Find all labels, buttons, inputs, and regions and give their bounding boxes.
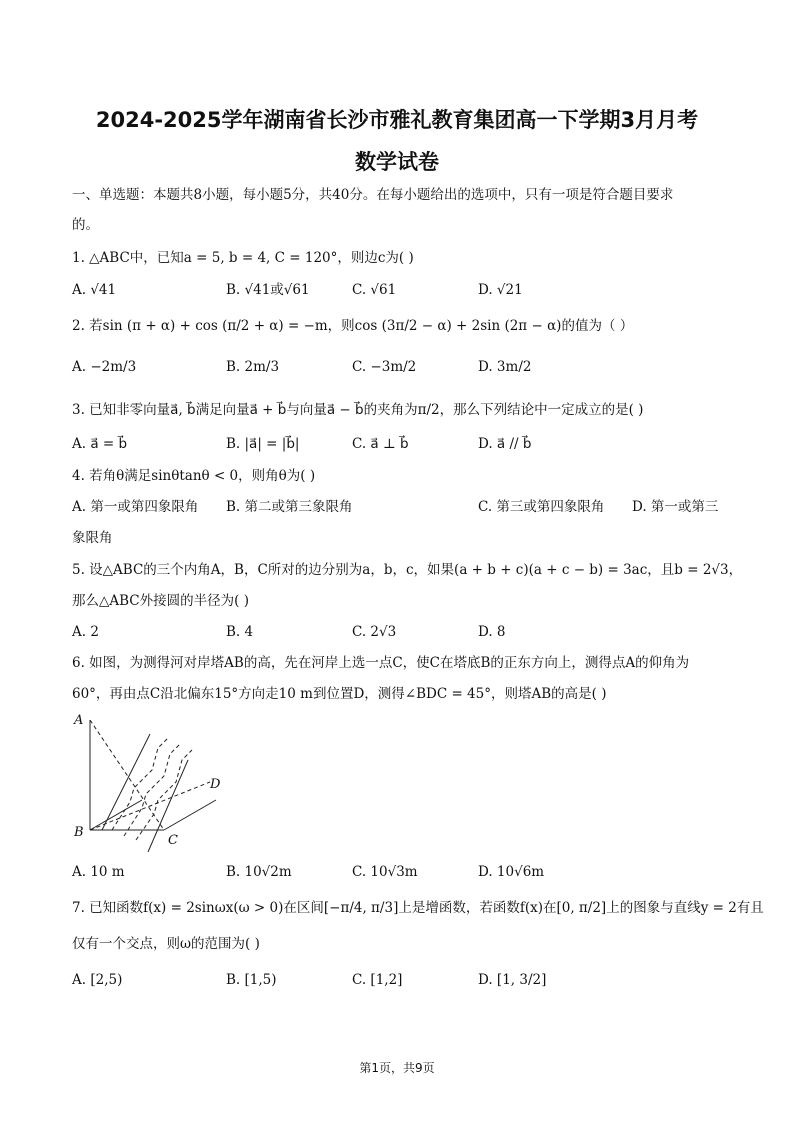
page-footer: 第1页，共9页	[359, 1061, 435, 1075]
question-6-option-c: C. 10√3m	[352, 864, 418, 880]
label-c: C	[168, 833, 178, 848]
question-6-option-d: D. 10√6m	[478, 864, 545, 880]
question-4-option-a: A. 第一或第四象限角	[72, 499, 199, 515]
question-6-option-a: A. 10 m	[72, 864, 125, 880]
question-3-option-b: B. |a⃗| = |b⃗|	[226, 436, 300, 452]
question-5-stem-cont: 那么△ABC外接圆的半径为( )	[72, 593, 249, 609]
question-7-option-b: B. [1,5)	[226, 972, 277, 988]
question-3-stem: 3. 已知非零向量a⃗, b⃗满足向量a⃗ + b⃗与向量a⃗ − b⃗的夹角为π/2，那么下列结论中一定成立的是( )	[72, 402, 644, 418]
question-5-option-c: C. 2√3	[352, 624, 397, 640]
tower-river-figure	[72, 712, 242, 852]
line-ac-dashed	[90, 720, 164, 830]
line-bd-dashed	[90, 782, 210, 830]
question-4-option-c: C. 第三或第四象限角	[478, 499, 605, 515]
label-d: D	[210, 777, 221, 792]
exam-subtitle: 数学试卷	[355, 150, 439, 174]
exam-title: 2024-2025学年湖南省长沙市雅礼教育集团高一下学期3月月考	[95, 108, 699, 132]
question-2-option-a: A. −2m/3	[72, 359, 137, 375]
section-header: 一、单选题：本题共8小题，每小题5分，共40分。在每小题给出的选项中，只有一项是符合题目要求	[72, 187, 674, 203]
question-6-option-b: B. 10√2m	[226, 864, 292, 880]
question-4-option-d-wrap: 象限角	[72, 530, 113, 546]
question-1-option-d: D. √21	[478, 282, 523, 298]
question-7-option-c: C. [1,2]	[352, 972, 403, 988]
label-b: B	[74, 825, 84, 840]
question-2-option-c: C. −3m/2	[352, 359, 417, 375]
section-header-cont: 的。	[72, 217, 99, 233]
question-6-stem: 6. 如图，为测得河对岸塔AB的高，先在河岸上选一点C，使C在塔底B的正东方向上，测得点A的仰角为	[72, 655, 690, 671]
question-1-option-b: B. √41或√61	[226, 282, 310, 298]
question-3-option-a: A. a⃗ = b⃗	[72, 436, 128, 452]
question-7-option-a: A. [2,5)	[72, 972, 123, 988]
question-7-stem-cont: 仅有一个交点，则ω的范围为( )	[72, 936, 260, 952]
question-3-option-c: C. a⃗ ⊥ b⃗	[352, 436, 409, 452]
water-curve-3	[136, 750, 192, 840]
question-7-stem: 7. 已知函数f(x) = 2sinωx(ω > 0)在区间[−π/4, π/3]上是增函数，若函数f(x)在[0, π/2]上的图象与直线y = 2有且	[72, 900, 764, 916]
question-2-option-b: B. 2m/3	[226, 359, 280, 375]
question-2-stem: 2. 若sin (π + α) + cos (π/2 + α) = −m，则cos (3π/2 − α) + 2sin (2π − α)的值为（ ）	[72, 318, 634, 334]
question-4-option-b: B. 第二或第三象限角	[226, 499, 353, 515]
question-1-option-a: A. √41	[72, 282, 117, 298]
question-4-option-d: D. 第一或第三	[632, 499, 719, 515]
question-7-option-d: D. [1, 3/2]	[478, 972, 547, 988]
question-3-option-d: D. a⃗ // b⃗	[478, 436, 532, 452]
question-4-stem: 4. 若角θ满足sinθtanθ < 0，则角θ为( )	[72, 468, 316, 484]
label-a: A	[74, 713, 84, 728]
question-1-option-c: C. √61	[352, 282, 397, 298]
water-curve-2	[124, 744, 180, 836]
water-curve-1	[112, 738, 168, 830]
question-6-stem-cont: 60°，再由点C沿北偏东15°方向走10 m到位置D，测得∠BDC = 45°，则塔AB的高是( )	[72, 686, 607, 702]
question-1-stem: 1. △ABC中，已知a = 5, b = 4, C = 120°，则边c为( )	[72, 250, 414, 266]
question-2-option-d: D. 3m/2	[478, 359, 532, 375]
base-edge-left	[90, 800, 142, 830]
question-5-option-b: B. 4	[226, 624, 254, 640]
question-5-option-d: D. 8	[478, 624, 506, 640]
question-5-option-a: A. 2	[72, 624, 99, 640]
base-edge-right	[164, 800, 216, 830]
question-5-stem: 5. 设△ABC的三个内角A，B，C所对的边分别为a，b，c，如果(a + b + c)(a + c − b) = 3ac，且b = 2√3，	[72, 562, 743, 578]
